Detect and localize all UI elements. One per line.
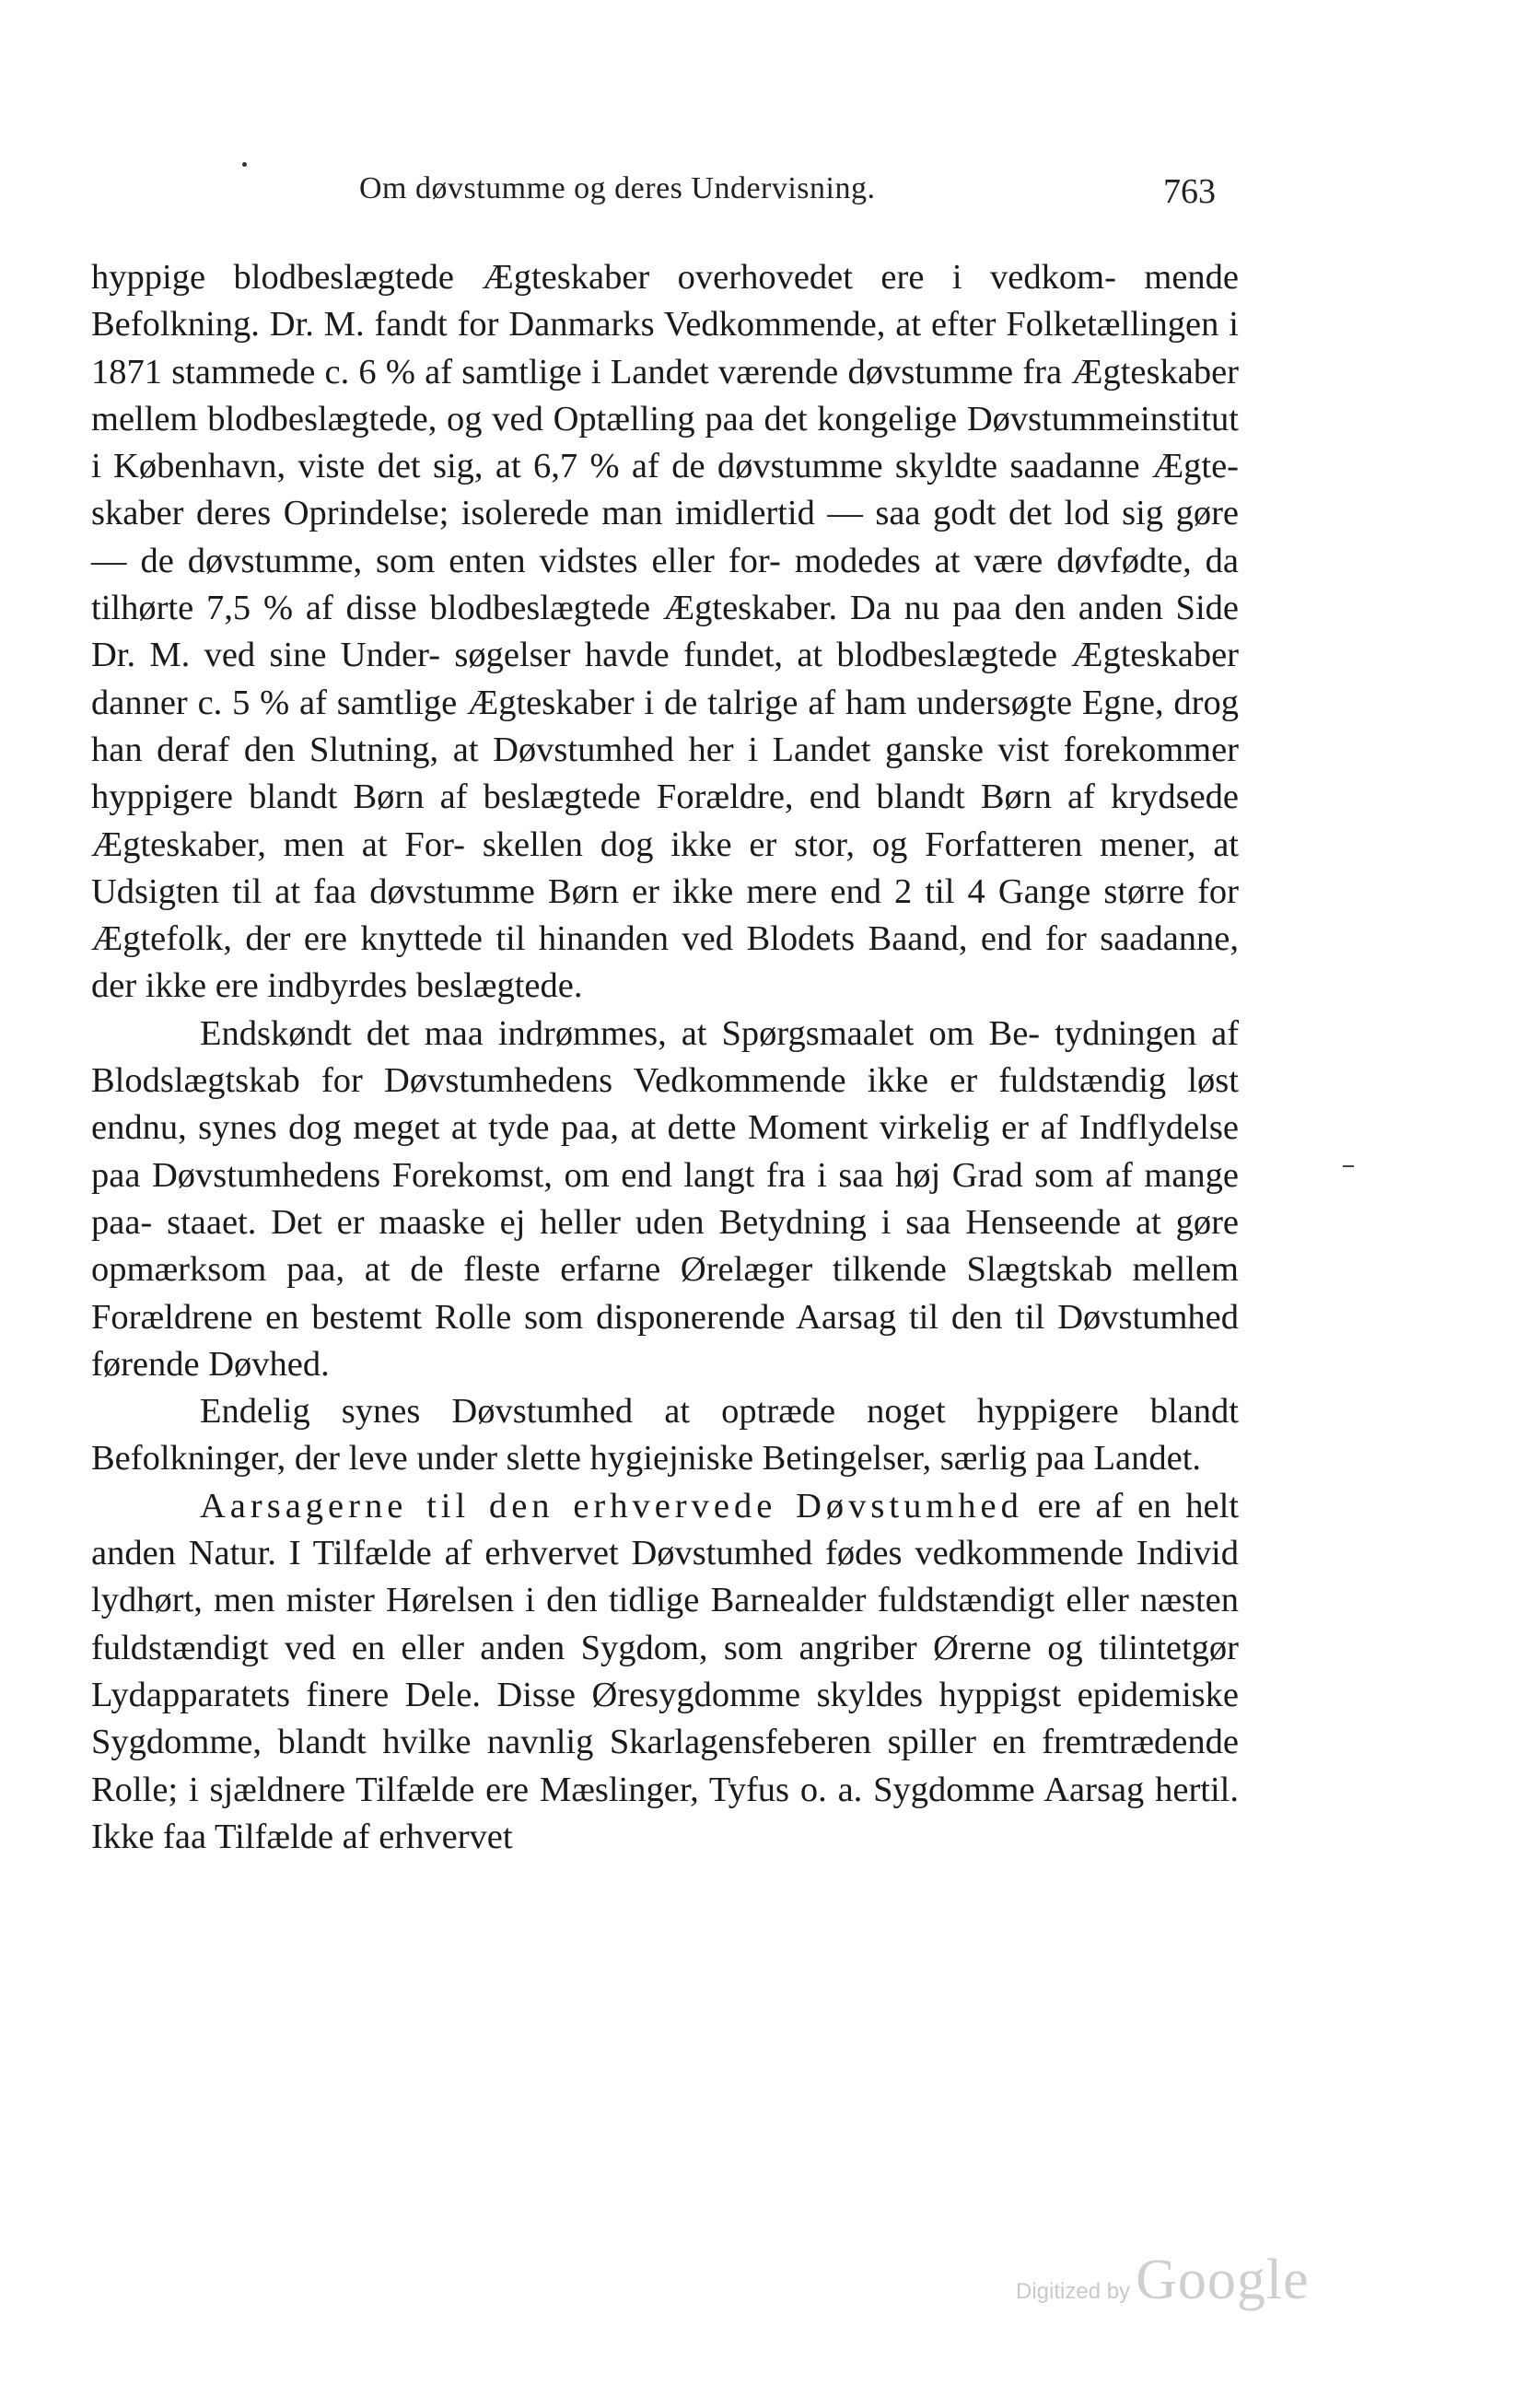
text-line: Endelig synes Døvstumhed at optræde noget hyppigere <box>200 1392 1119 1432</box>
text-line: at gøre opmærksom paa, at de fleste erfarne Ørelæger tilkende <box>91 1202 1240 1290</box>
text-line: hyppige blodbeslægtede Ægteskaber overhovedet ere i vedkom- <box>91 258 1116 297</box>
text-line: mende Befolkning. Dr. M. fandt for Danmarks Vedkommende, at <box>91 258 1239 345</box>
text-line: anden Sygdom, som angriber Ørerne og tilintetgør Lydapparatets <box>91 1628 1239 1714</box>
page-number: 763 <box>1163 172 1216 211</box>
ink-speck <box>242 162 247 167</box>
text-line: finere Dele. Disse Øresygdomme skyldes hyppigst epidemiske <box>306 1675 1239 1714</box>
digitization-watermark <box>1016 2248 1310 2313</box>
text-line: en helt anden Natur. I Tilfælde af erhvervet Døvstumhed fødes <box>91 1486 1240 1573</box>
text-line: ved Optælling paa det kongelige Døvstummeinstitut i København, <box>91 399 1239 486</box>
text-line: skaber deres Oprindelse; isolerede man imidlertid — saa godt <box>91 494 997 533</box>
text-line: søgelser havde fundet, at blodbeslægtede Ægteskaber danner <box>91 636 1239 722</box>
running-head-title: Om døvstumme og deres Undervisning. <box>359 171 876 205</box>
text-line: viste det sig, at 6,7 % af de døvstumme skyldte saadanne Ægte- <box>297 447 1239 486</box>
text-line: fremtrædende Rolle; i sjældnere Tilfælde ere Mæslinger, Tyfus <box>91 1723 1239 1809</box>
text-line: Forekomst, om end langt fra i saa høj Grad som af mange paa- <box>91 1155 1240 1242</box>
text-line: vedkommende Individ lydhørt, men mister Hørelsen i den tidlige <box>91 1534 1240 1620</box>
text-line: Ægtefolk, der ere knyttede til hinanden ved Blodets Baand, end <box>91 919 1032 959</box>
text-line: modedes at være døvfødte, da tilhørte 7,5 % af disse blodbeslægtede <box>91 541 1240 628</box>
google-logo: Google <box>1136 2249 1310 2311</box>
text-line: særlig paa Landet. <box>939 1439 1202 1479</box>
text-line: dette Moment virkelig er af Indflydelse paa Døvstumhedens <box>91 1108 1240 1195</box>
text-line: Sygdomme, blandt hvilke navnlig Skarlagensfeberen spiller en <box>91 1723 1026 1762</box>
text-line: Slægtskab mellem Forældrene en bestemt Rolle som disponerende <box>91 1250 1239 1337</box>
paragraph-3 <box>91 1388 1239 1483</box>
text-line: for saadanne, der ikke ere indbyrdes beslægtede. <box>91 919 1240 1006</box>
text-line: ere af <box>1022 1486 1124 1525</box>
text-line: ganske vist forekommer hyppigere blandt Børn af beslægtede <box>91 730 1239 817</box>
emphasized-lead: Aarsagerne til den erhvervede Døvstumhed <box>200 1486 1023 1525</box>
text-line: o. a. Sygdomme Aarsag hertil. Ikke faa Tilfælde af erhvervet <box>91 1770 1240 1856</box>
margin-mark <box>1343 1165 1354 1167</box>
text-line: efter Folketællingen i 1871 stammede c. 6 % af samtlige i Landet <box>91 305 1239 392</box>
text-line: skellen dog ikke er stor, og Forfatteren mener, at Udsigten til at <box>91 824 1239 911</box>
text-line: staaet. Det er maaske ej heller uden Betydning i saa Henseende <box>167 1202 1122 1242</box>
text-line: Barnealder fuldstændigt eller næsten fuldstændigt ved en eller <box>91 1581 1239 1667</box>
text-line: det lod sig gøre — de døvstumme, som enten vidstes eller for- <box>91 494 1239 580</box>
text-line: blandt Befolkninger, der leve under slette hygiejniske Betingelser, <box>91 1392 1239 1479</box>
text-line: tydningen af Blodslægtskab for Døvstumhedens Vedkommende <box>91 1013 1240 1101</box>
text-line: Egne, drog han deraf den Slutning, at Døvstumhed her i Landet <box>91 683 1239 769</box>
text-line: værende døvstumme fra Ægteskaber mellem blodbeslægtede, og <box>91 352 1239 438</box>
text-line: ikke er fuldstændig løst endnu, synes dog meget at tyde paa, at <box>91 1061 1239 1148</box>
text-line: faa døvstumme Børn er ikke mere end 2 til 4 Gange større for <box>313 871 1239 911</box>
text-line: Aarsag til den til Døvstumhed førende Døvhed. <box>91 1297 1239 1384</box>
watermark-prefix: Digitized by <box>1016 2279 1131 2304</box>
paragraph-1 <box>91 254 1239 1011</box>
text-line: Ægteskaber. Da nu paa den anden Side Dr. M. ved sine Under- <box>91 589 1240 675</box>
text-line: c. 5 % af samtlige Ægteskaber i de talrige af ham undersøgte <box>197 683 1073 722</box>
body-text <box>91 254 1239 1861</box>
paragraph-2 <box>91 1011 1239 1388</box>
paragraph-4 <box>91 1483 1239 1861</box>
text-line: Endskøndt det maa indrømmes, at Spørgsmaalet om Be- <box>200 1013 1041 1053</box>
text-line: Forældre, end blandt Børn af krydsede Ægteskaber, men at For- <box>91 777 1239 864</box>
